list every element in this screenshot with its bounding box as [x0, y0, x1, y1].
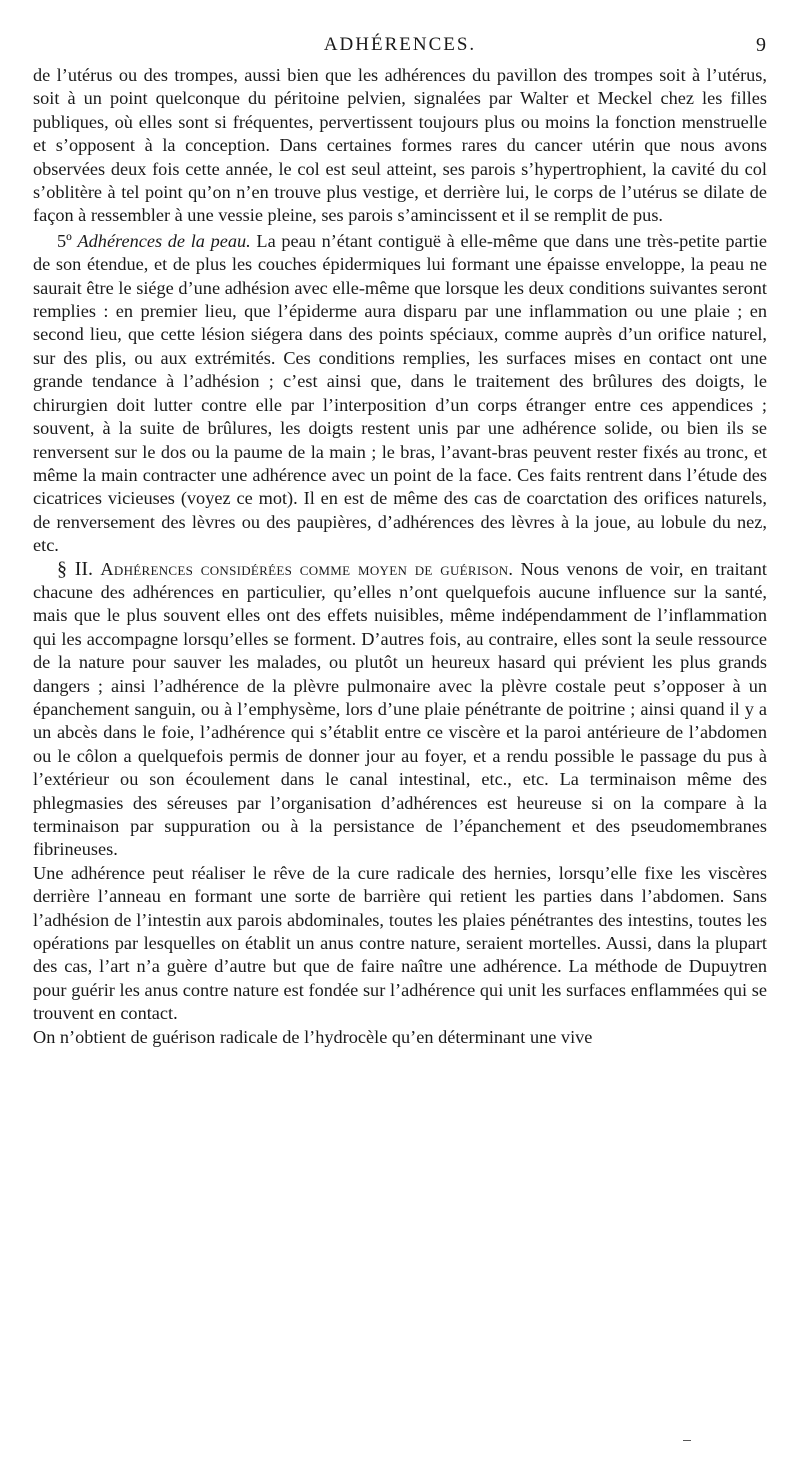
section-body-skin: La peau n’étant contiguë à elle-même que dans une très-petite partie de son étendue, et de plus les couches épidermiques lui formant une épaisse enveloppe, la peau ne saurait être le siége d’une adhésion avec elle-même que lorsque les deux conditions suivantes seront remplies : en premier lieu, que l’épiderme aura disparu par une inflammation ou une plaie ; en second lieu, que cette lésion siégera dans des points spéciaux, comme auprès d’un orifice naturel, sur des plis, ou aux extrémités. Ces conditions remplies, les surfaces mises en contact ont une grande tendance à l’adhésion ; c’est ainsi que, dans le traitement des brûlures des doigts, le chirurgien doit lutter contre elle par l’interposition d’un corps étranger entre ces appendices ; souvent, à la suite de brûlures, les doigts restent unis par une adhérence solide, ou bien ils se renversent sur le dos ou la paume de la main ; le bras, l’avant-bras peuvent rester fixés au tronc, et même la main contracter une adhérence avec un point de la face. Ces faits rentrent dans l’étude des cicatrices vicieuses (voyez ce mot). Il en est de même des cas de coarctation des orifices naturels, de renversement des lèvres ou des paupières, d’adhérences des lèvres à la joue, au lobule du nez, etc. — [33, 230, 767, 556]
section-mark: § II. — [57, 557, 94, 580]
section-body-healing: Nous venons de voir, en traitant chacune des adhérences en particulier, qu’elles n’ont quelquefois aucune influence sur la santé, mais que le plus souvent elles ont des effets nuisibles, même indépendamment de l’inflammation qui les accompagne lorsqu’elles se forment. D’autres fois, au contraire, elles sont la seule ressource de la nature pour sauver les malades, ou plutôt un heureux hasard qui prévient les plus grands dangers ; ainsi l’adhérence de la plèvre pulmonaire avec la plèvre costale peut s’opposer à un épanchement sanguin, ou à l’emphysème, lors d’une plaie pénétrante de poitrine ; ainsi quand il y a un abcès dans le foie, l’adhérence qui s’établit entre ce viscère et la paroi antérieure de l’abdomen ou le côlon a quelquefois permis de donner jour au foyer, et a rendu possible le passage du pus à l’extérieur ou son écoulement dans le canal intestinal, etc., etc. La terminaison même des phlegmasies des séreuses par l’organisation d’adhérences est heureuse si on la compare à la terminaison par suppuration ou à la persistance de l’épanchement et des pseudomembranes fibrineuses. — [33, 558, 768, 860]
paragraph-healing-adhesions — [33, 558, 767, 862]
paragraph-hydrocele: On n’obtient de guérison radicale de l’hydrocèle qu’en déterminant une vive — [33, 1026, 593, 1047]
running-title: ADHÉRENCES. — [323, 34, 477, 55]
section-heading-healing: Adhérences considérées comme moyen de guérison. — [100, 558, 514, 579]
paragraph-skin-adhesions — [33, 230, 767, 558]
section-number: 5º — [57, 230, 72, 251]
section-heading-skin: Adhérences de la peau. — [77, 230, 251, 251]
paragraph-hernia: Une adhérence peut réaliser le rêve de la cure radicale des hernies, lorsqu’elle fixe les viscères derrière l’anneau en formant une sorte de barrière qui retient les parties dans l’abdomen. Sans l’adhésion de l’intestin aux parois abdominales, toutes les plaies pénétrantes des intestins, toutes les opérations par lesquelles on établit un anus contre nature, seraient mortelles. Aussi, dans la plupart des cas, l’art n’a guère d’autre but que de faire naître une adhérence. La méthode de Dupuytren pour guérir les anus contre nature est fondée sur l’adhérence qui unit les surfaces enflammées qui se trouvent en contact. — [33, 862, 767, 1024]
page-number: 9 — [756, 34, 766, 56]
running-head — [30, 34, 770, 58]
paragraph-uterus: de l’utérus ou des trompes, aussi bien que les adhérences du pavillon des trompes soit à l’utérus, soit à un point quelconque du péritoine pelvien, signalées par Walter et Meckel chez les filles publiques, où elles sont si fréquentes, pervertissent toujours plus ou moins la fonction menstruelle et s’opposent à la conception. Dans certaines formes rares du cancer utérin que nous avons observées deux fois cette année, le col est seul atteint, ses parois s’hypertrophient, la cavité du col s’oblitère à tel point qu’on n’en trouve plus vestige, et derrière lui, le corps de l’utérus se dilate de façon à ressembler à une vessie pleine, ses parois s’amincissent et il se remplit de pus. — [33, 65, 767, 226]
footer-dash — [683, 1440, 691, 1441]
body-text — [33, 64, 767, 1049]
